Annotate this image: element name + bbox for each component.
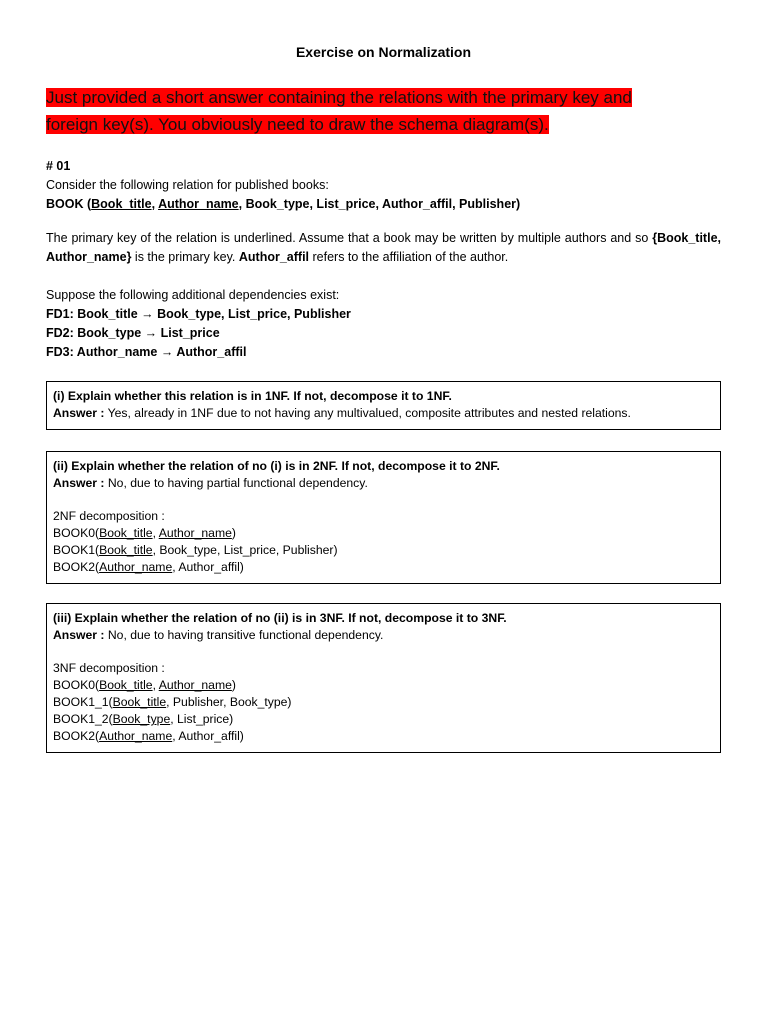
fd-item: FD1: Book_title → Book_type, List_price, Publisher — [46, 307, 351, 321]
question-2-box — [46, 451, 721, 584]
answer-label: Answer : — [53, 476, 105, 490]
decomposition-title: 3NF decomposition : — [53, 661, 165, 675]
pk-desc-text-3: refers to the affiliation of the author. — [309, 250, 509, 264]
pk-desc-text-1: The primary key of the relation is underlined. Assume that a book may be written by multiple authors and so — [46, 231, 653, 245]
relation-book2: BOOK2(Author_name, Author_affil) — [53, 729, 244, 743]
relation-separator: , — [151, 197, 159, 211]
relation-schema — [46, 195, 721, 214]
answer-text: No, due to having transitive functional dependency. — [104, 628, 384, 642]
instructor-note — [46, 84, 721, 138]
relation-book0: BOOK0(Book_title, Author_name) — [53, 678, 236, 692]
fd-item: FD2: Book_type → List_price — [46, 326, 220, 340]
relation-attributes: , Book_type, List_price, Author_affil, Publisher) — [238, 197, 521, 211]
relation-book1-1: BOOK1_1(Book_title, Publisher, Book_type) — [53, 695, 292, 709]
answer-label: Answer : — [53, 406, 105, 420]
problem-intro — [46, 157, 721, 214]
question-3: (iii) Explain whether the relation of no (ii) is in 3NF. If not, decompose it to 3NF. — [53, 611, 507, 625]
answer-text: Yes, already in 1NF due to not having any multivalued, composite attributes and nested relations. — [104, 406, 631, 420]
question-2: (ii) Explain whether the relation of no (i) is in 2NF. If not, decompose it to 2NF. — [53, 459, 500, 473]
question-3-box — [46, 603, 721, 753]
relation-book2: BOOK2(Author_name, Author_affil) — [53, 560, 244, 574]
relation-book1: BOOK1(Book_title, Book_type, List_price, Publisher) — [53, 543, 338, 557]
problem-number: # 01 — [46, 159, 71, 173]
problem-intro-text: Consider the following relation for published books: — [46, 178, 329, 192]
decomposition-title: 2NF decomposition : — [53, 509, 165, 523]
primary-key-description — [46, 229, 721, 267]
fd-intro: Suppose the following additional dependencies exist: — [46, 288, 340, 302]
relation-book1-2: BOOK1_2(Book_type, List_price) — [53, 712, 234, 726]
pk-desc-key: {Book_title, Author_name} — [46, 231, 721, 264]
question-1-box — [46, 381, 721, 430]
question-1: (i) Explain whether this relation is in 1NF. If not, decompose it to 1NF. — [53, 389, 452, 403]
answer-1 — [53, 405, 714, 422]
answer-text: No, due to having partial functional dependency. — [104, 476, 368, 490]
relation-name: BOOK ( — [46, 197, 92, 211]
note-line-1: Just provided a short answer containing the relations with the primary key and — [46, 88, 632, 107]
functional-dependencies — [46, 286, 721, 362]
relation-pk-book-title: Book_title — [91, 197, 152, 211]
relation-book0: BOOK0(Book_title, Author_name) — [53, 526, 236, 540]
relation-pk-author-name: Author_name — [158, 197, 239, 211]
answer-label: Answer : — [53, 628, 105, 642]
note-line-2: foreign key(s). You obviously need to draw the schema diagram(s). — [46, 115, 549, 134]
answer-2 — [53, 475, 714, 492]
answer-3 — [53, 627, 714, 644]
page-title: Exercise on Normalization — [295, 44, 472, 60]
pk-desc-attribute: Author_affil — [238, 250, 310, 264]
pk-desc-text-2: is the primary key. — [131, 250, 239, 264]
fd-item: FD3: Author_name → Author_affil — [46, 345, 247, 359]
